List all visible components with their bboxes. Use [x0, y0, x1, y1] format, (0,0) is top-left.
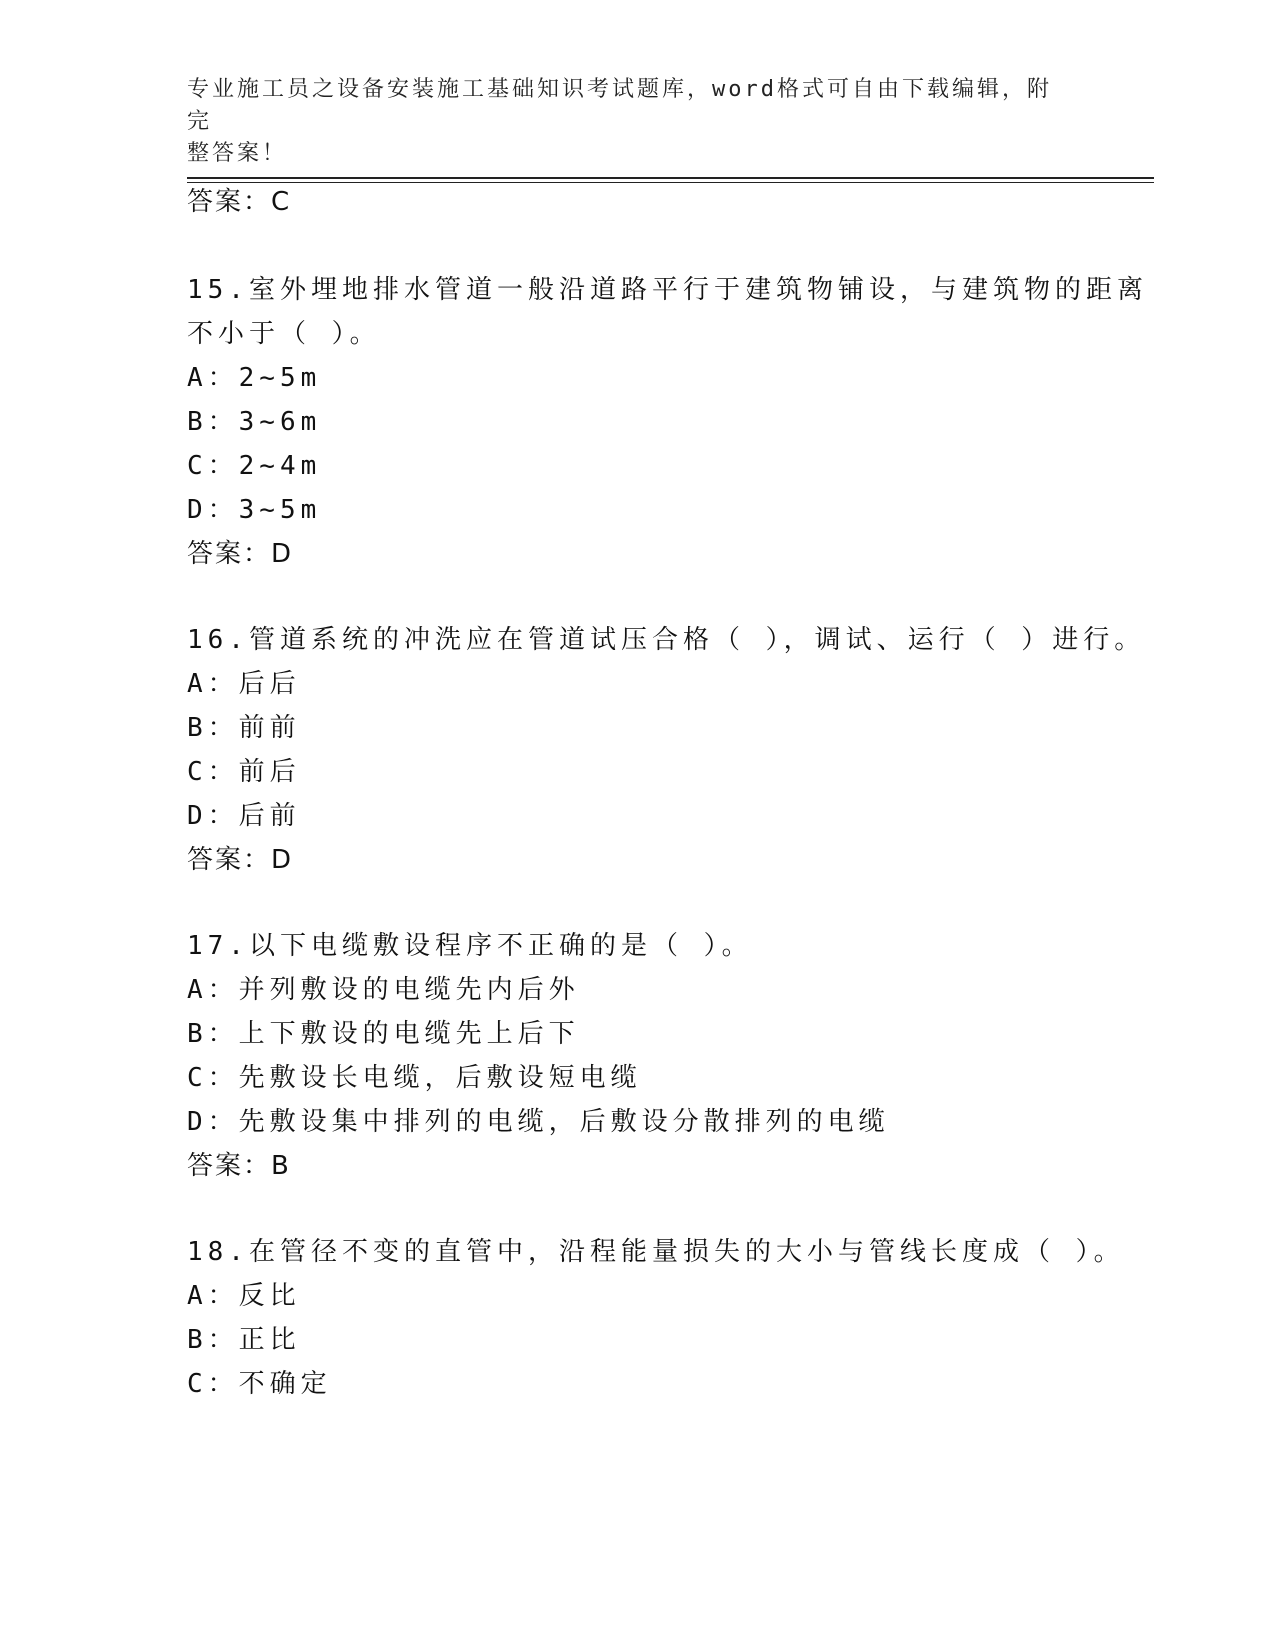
- header-line-1: 专业施工员之设备安装施工基础知识考试题库，word格式可自由下载编辑，附完: [187, 77, 1052, 134]
- header-line-2: 整答案！: [187, 141, 288, 166]
- q15-option-c: C：2~4m: [187, 451, 322, 481]
- q15-stem-line-1: 15.室外埋地排水管道一般沿道路平行于建筑物铺设，与建筑物的距离: [187, 275, 1148, 305]
- q16-answer: 答案：D: [187, 845, 294, 875]
- q15-option-a: A：2~5m: [187, 363, 322, 393]
- document-header: [187, 74, 1067, 170]
- q17-option-a: A：并列敷设的电缆先内后外: [187, 975, 580, 1005]
- q15-answer: 答案：D: [187, 539, 294, 569]
- q16-option-a: A：后后: [187, 669, 301, 699]
- q18-option-b: B：正比: [187, 1325, 301, 1355]
- answer-prev: 答案：C: [187, 187, 292, 217]
- q18-stem: 18.在管径不变的直管中，沿程能量损失的大小与管线长度成（ ）。: [187, 1237, 1125, 1267]
- q16-stem: 16.管道系统的冲洗应在管道试压合格（ ），调试、运行（ ）进行。: [187, 625, 1146, 655]
- q15-option-b: B：3~6m: [187, 407, 322, 437]
- q18-option-a: A：反比: [187, 1281, 301, 1311]
- q17-answer: 答案：B: [187, 1151, 291, 1181]
- q17-option-d: D：先敷设集中排列的电缆，后敷设分散排列的电缆: [187, 1107, 890, 1137]
- q17-option-c: C：先敷设长电缆，后敷设短电缆: [187, 1063, 642, 1093]
- q16-option-b: B：前前: [187, 713, 301, 743]
- q15-option-d: D：3~5m: [187, 495, 322, 525]
- q16-option-c: C：前后: [187, 757, 301, 787]
- q15-stem-line-2: 不小于（ ）。: [187, 319, 381, 349]
- q17-stem: 17.以下电缆敷设程序不正确的是（ ）。: [187, 931, 753, 961]
- header-divider: [187, 177, 1154, 183]
- q16-option-d: D：后前: [187, 801, 301, 831]
- q18-option-c: C：不确定: [187, 1369, 332, 1399]
- q17-option-b: B：上下敷设的电缆先上后下: [187, 1019, 580, 1049]
